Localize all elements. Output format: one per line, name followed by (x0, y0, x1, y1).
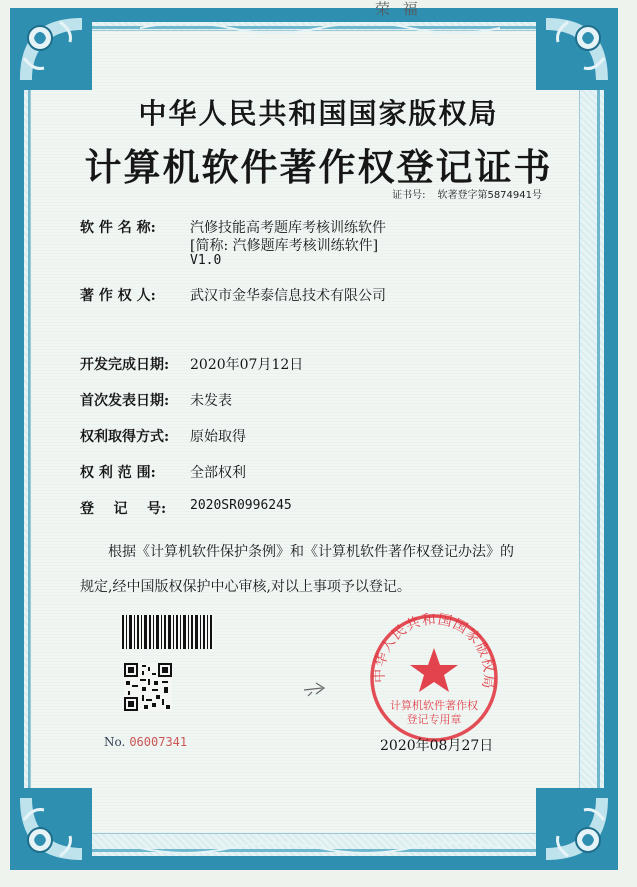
software-name-label: 软 件 名 称: (80, 220, 156, 236)
copyright-holder-label: 著 作 权 人: (80, 288, 156, 304)
registration-number-label: 登 记 号: (80, 501, 167, 517)
serial-value: 06007341 (129, 735, 188, 749)
registration-number-value: 2020SR0996245 (190, 498, 292, 513)
pencil-mark-icon (302, 678, 328, 700)
software-short-name: [简称: 汽修题库考核训练软件] (190, 238, 379, 254)
issue-date: 2020年08月27日 (380, 738, 494, 754)
scope-of-rights-value: 全部权利 (190, 465, 246, 481)
completion-date-value: 2020年07月12日 (190, 357, 304, 373)
scope-of-rights-label: 权 利 范 围: (80, 465, 156, 481)
certificate-number-value: 软著登字第5874941号 (437, 190, 542, 201)
first-publication-label: 首次发表日期: (80, 393, 170, 409)
official-seal (366, 610, 502, 746)
issuing-authority: 中华人民共和国国家版权局 (138, 97, 499, 130)
serial-number (104, 735, 187, 749)
corner-ornament-icon (10, 8, 92, 90)
svg-text:计算机软件著作权: 计算机软件著作权 (390, 699, 478, 712)
barcode (120, 615, 214, 649)
acquisition-method-label: 权利取得方式: (80, 429, 170, 445)
border-scroll-ornament-icon (140, 18, 500, 38)
certificate-number-label: 证书号: (392, 190, 426, 201)
copyright-holder-value: 武汉市金华泰信息技术有限公司 (190, 288, 386, 304)
corner-ornament-icon (536, 8, 618, 90)
corner-ornament-icon (10, 788, 92, 870)
completion-date-label: 开发完成日期: (80, 357, 170, 373)
declaration-line-2: 规定,经中国版权保护中心审核,对以上事项予以登记。 (80, 579, 411, 595)
declaration-line-1: 根据《计算机软件保护条例》和《计算机软件著作权登记办法》的 (108, 544, 514, 560)
handwritten-note: 荣 福 (375, 0, 422, 18)
acquisition-method-value: 原始取得 (190, 429, 246, 445)
certificate-title: 计算机软件著作权登记证书 (84, 145, 553, 189)
software-name-value: 汽修技能高考题库考核训练软件 (190, 220, 386, 236)
border-scroll-ornament-icon (140, 838, 500, 858)
certificate-number (392, 186, 542, 201)
serial-prefix: No. (104, 735, 126, 749)
svg-text:中华人民共和国国家版权局: 中华人民共和国国家版权局 (371, 611, 497, 691)
software-version: V1.0 (190, 253, 222, 268)
first-publication-value: 未发表 (190, 393, 232, 409)
qr-code (124, 663, 172, 711)
corner-ornament-icon (536, 788, 618, 870)
svg-text:登记专用章: 登记专用章 (406, 713, 462, 726)
